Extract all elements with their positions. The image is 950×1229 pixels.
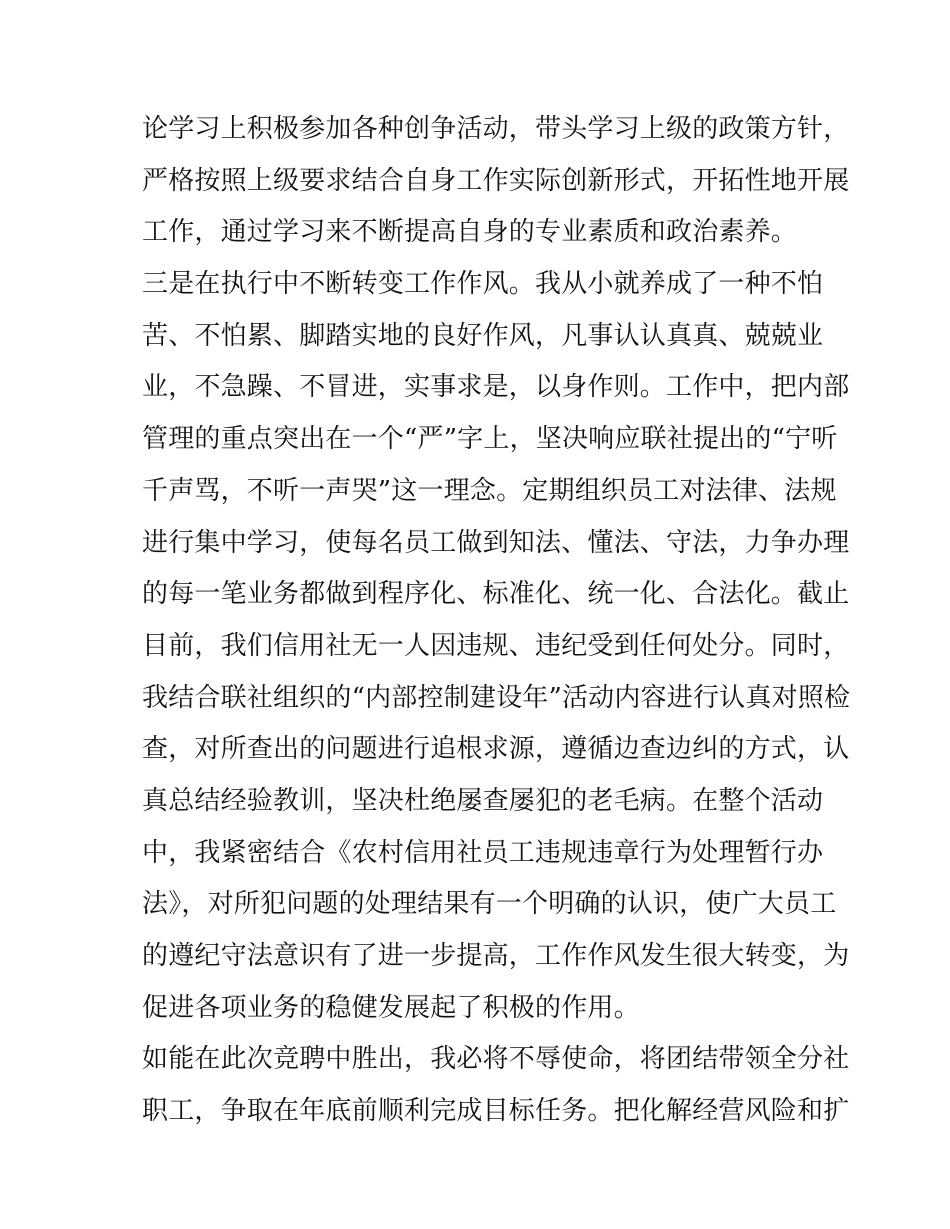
- text-line: 法》，对所犯问题的处理结果有一个明确的认识，使广大员工: [142, 889, 837, 920]
- text-line: 的遵纪守法意识有了进一步提高，工作作风发生很大转变，为: [142, 941, 850, 971]
- text-line: 真总结经验教训，坚决杜绝屡查屡犯的老毛病。在整个活动: [142, 785, 824, 816]
- text-line: 业，不急躁、不冒进，实事求是，以身作则。工作中，把内部: [142, 372, 850, 403]
- text-line: 的每一笔业务都做到程序化、标准化、统一化、合法化。截止: [142, 579, 850, 610]
- text-line: 促进各项业务的稳健发展起了积极的作用。: [142, 992, 640, 1023]
- text-line: 论学习上积极参加各种创争活动，带头学习上级的政策方针，: [142, 114, 850, 144]
- text-line: 进行集中学习，使每名员工做到知法、懂法、守法，力争办理: [142, 527, 850, 558]
- text-line: 管理的重点突出在一个“严”字上，坚决响应联社提出的“宁听: [142, 424, 838, 455]
- text-line: 工作，通过学习来不断提高自身的专业素质和政治素养。: [142, 217, 798, 248]
- text-line: 苦、不怕累、脚踏实地的良好作风，凡事认认真真、兢兢业: [142, 320, 824, 351]
- text-line: 职工，争取在年底前顺利完成目标任务。把化解经营风险和扩: [142, 1096, 850, 1127]
- text-line: 三是在执行中不断转变工作作风。我从小就养成了一种不怕: [142, 269, 824, 300]
- text-line: 如能在此次竞聘中胜出，我必将不辱使命，将团结带领全分社: [142, 1044, 850, 1075]
- text-line: 千声骂，不听一声哭”这一理念。定期组织员工对法律、法规: [142, 475, 837, 506]
- text-line: 中，我紧密结合《农村信用社员工违规违章行为处理暂行办: [142, 837, 824, 868]
- document-body: [142, 104, 851, 1138]
- text-line: 查，对所查出的问题进行追根求源，遵循边查边纠的方式，认: [142, 734, 850, 765]
- text-line: 目前，我们信用社无一人因违规、违纪受到任何处分。同时，: [142, 630, 850, 661]
- text-line: 我结合联社组织的“内部控制建设年”活动内容进行认真对照检: [142, 682, 851, 713]
- text-line: 严格按照上级要求结合自身工作实际创新形式，开拓性地开展: [142, 165, 850, 196]
